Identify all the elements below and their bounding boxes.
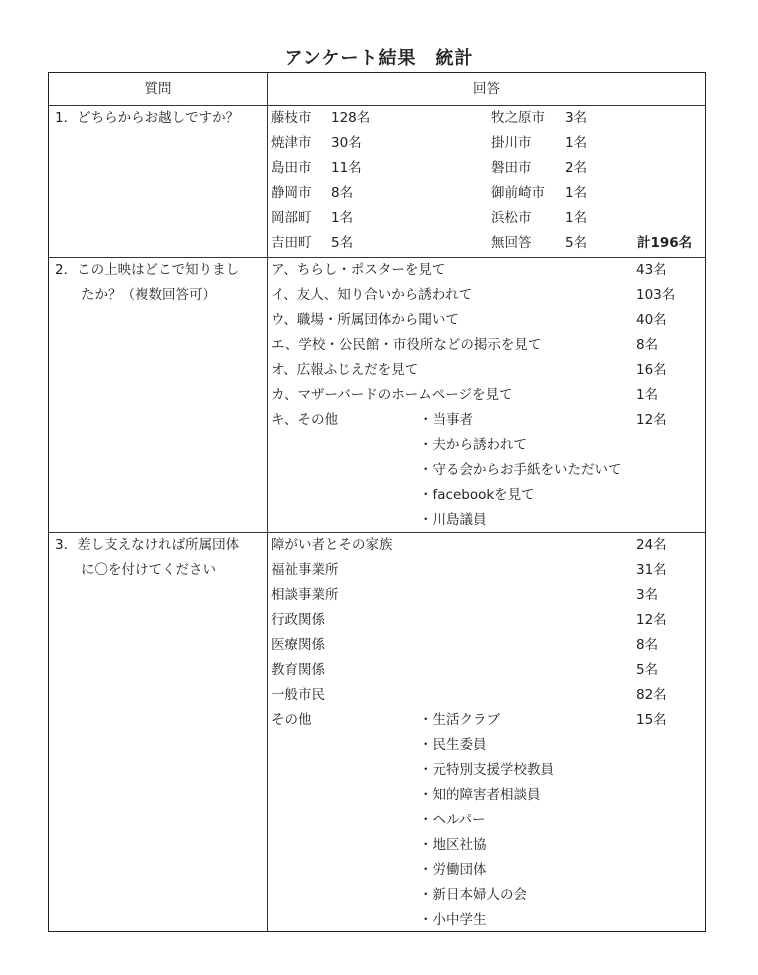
q3-other-detail: ・新日本婦人の会 — [419, 887, 527, 903]
q3-other-detail: ・生活クラブ — [419, 712, 500, 728]
q1-city-name: 無回答 — [491, 235, 532, 251]
q1-total: 計196名 — [637, 235, 693, 251]
q2-other-detail: ・川島議員 — [419, 512, 487, 528]
q3-item-label: 一般市民 — [271, 687, 325, 703]
q3-item-label: 相談事業所 — [271, 587, 339, 603]
q2-question-line1: 2．この上映はどこで知りまし — [55, 262, 240, 278]
q1-city-count: 3名 — [565, 110, 588, 126]
q2-item-count: 1名 — [636, 387, 659, 403]
q1-city-count: 5名 — [331, 235, 354, 251]
q2-other-detail: ・当事者 — [419, 412, 473, 428]
q2-item-count: 12名 — [636, 412, 667, 428]
q3-item-count: 82名 — [636, 687, 667, 703]
q1-city-count: 1名 — [565, 210, 588, 226]
q1-city-name: 御前崎市 — [491, 185, 545, 201]
survey-table — [48, 72, 706, 932]
q3-item-count: 8名 — [636, 637, 659, 653]
q3-item-label: 教育関係 — [271, 662, 325, 678]
q3-item-label: 障がい者とその家族 — [271, 537, 393, 553]
column-divider — [267, 73, 268, 931]
q3-item-label: 医療関係 — [271, 637, 325, 653]
q1-city-count: 30名 — [331, 135, 362, 151]
q2-item-count: 8名 — [636, 337, 659, 353]
q3-other-detail: ・ヘルパー — [419, 812, 486, 828]
q3-item-label: その他 — [271, 712, 312, 728]
q3-item-count: 5名 — [636, 662, 659, 678]
header-question: 質問 — [144, 81, 172, 97]
q2-item-label: カ、マザーバードのホームページを見て — [271, 387, 513, 403]
q1-city-count: 2名 — [565, 160, 588, 176]
q2-other-detail: ・夫から誘われて — [419, 437, 527, 453]
q2-item-label: ウ、職場・所属団体から聞いて — [271, 312, 459, 328]
q3-other-detail: ・労働団体 — [419, 862, 487, 878]
q2-item-count: 43名 — [636, 262, 667, 278]
q3-other-detail: ・元特別支援学校教員 — [419, 762, 554, 778]
q3-other-detail: ・地区社協 — [419, 837, 487, 853]
q1-city-count: 5名 — [565, 235, 588, 251]
q2-other-detail: ・守る会からお手紙をいただいて — [419, 462, 622, 478]
q3-item-label: 行政関係 — [271, 612, 325, 628]
q1-city-count: 1名 — [331, 210, 354, 226]
q1-city-count: 128名 — [331, 110, 371, 126]
q2-item-label: イ、友人、知り合いから誘われて — [271, 287, 473, 303]
q2-item-count: 16名 — [636, 362, 667, 378]
q2-item-label: エ、学校・公民館・市役所などの掲示を見て — [271, 337, 542, 353]
q1-city-name: 岡部町 — [271, 210, 312, 226]
page-title: アンケート結果 統計 — [284, 48, 474, 69]
q3-other-detail: ・小中学生 — [419, 912, 487, 928]
q1-city-name: 牧之原市 — [491, 110, 545, 126]
q1-city-count: 1名 — [565, 185, 588, 201]
q3-item-count: 24名 — [636, 537, 667, 553]
q2-item-label: オ、広報ふじえだを見て — [271, 362, 419, 378]
q2-other-detail: ・facebookを見て — [419, 487, 535, 503]
q3-item-label: 福祉事業所 — [271, 562, 339, 578]
q1-city-name: 掛川市 — [491, 135, 532, 151]
q2-item-label: ア、ちらし・ポスターを見て — [271, 262, 446, 278]
q3-other-detail: ・知的障害者相談員 — [419, 787, 541, 803]
q1-city-name: 島田市 — [271, 160, 312, 176]
q1-city-name: 焼津市 — [271, 135, 312, 151]
q3-question-line2: に〇を付けてください — [81, 562, 216, 578]
q1-city-name: 静岡市 — [271, 185, 312, 201]
q3-other-detail: ・民生委員 — [419, 737, 487, 753]
q3-question-line1: 3．差し支えなければ所属団体 — [55, 537, 240, 553]
q1-city-name: 藤枝市 — [271, 110, 312, 126]
q1-city-count: 8名 — [331, 185, 354, 201]
q1-city-name: 吉田町 — [271, 235, 312, 251]
q2-item-count: 40名 — [636, 312, 667, 328]
q2-item-label: キ、その他 — [271, 412, 338, 428]
q1-city-name: 浜松市 — [491, 210, 532, 226]
q1-city-name: 磐田市 — [491, 160, 532, 176]
header-answer: 回答 — [473, 81, 500, 97]
q3-item-count: 31名 — [636, 562, 667, 578]
q2-question-line2: たか？（複数回答可） — [81, 287, 216, 303]
q1-city-count: 1名 — [565, 135, 588, 151]
q1-city-count: 11名 — [331, 160, 362, 176]
q3-item-count: 15名 — [636, 712, 667, 728]
q2-item-count: 103名 — [636, 287, 676, 303]
q3-item-count: 3名 — [636, 587, 659, 603]
q3-item-count: 12名 — [636, 612, 667, 628]
q1-question: 1．どちらからお越しですか？ — [55, 110, 240, 126]
